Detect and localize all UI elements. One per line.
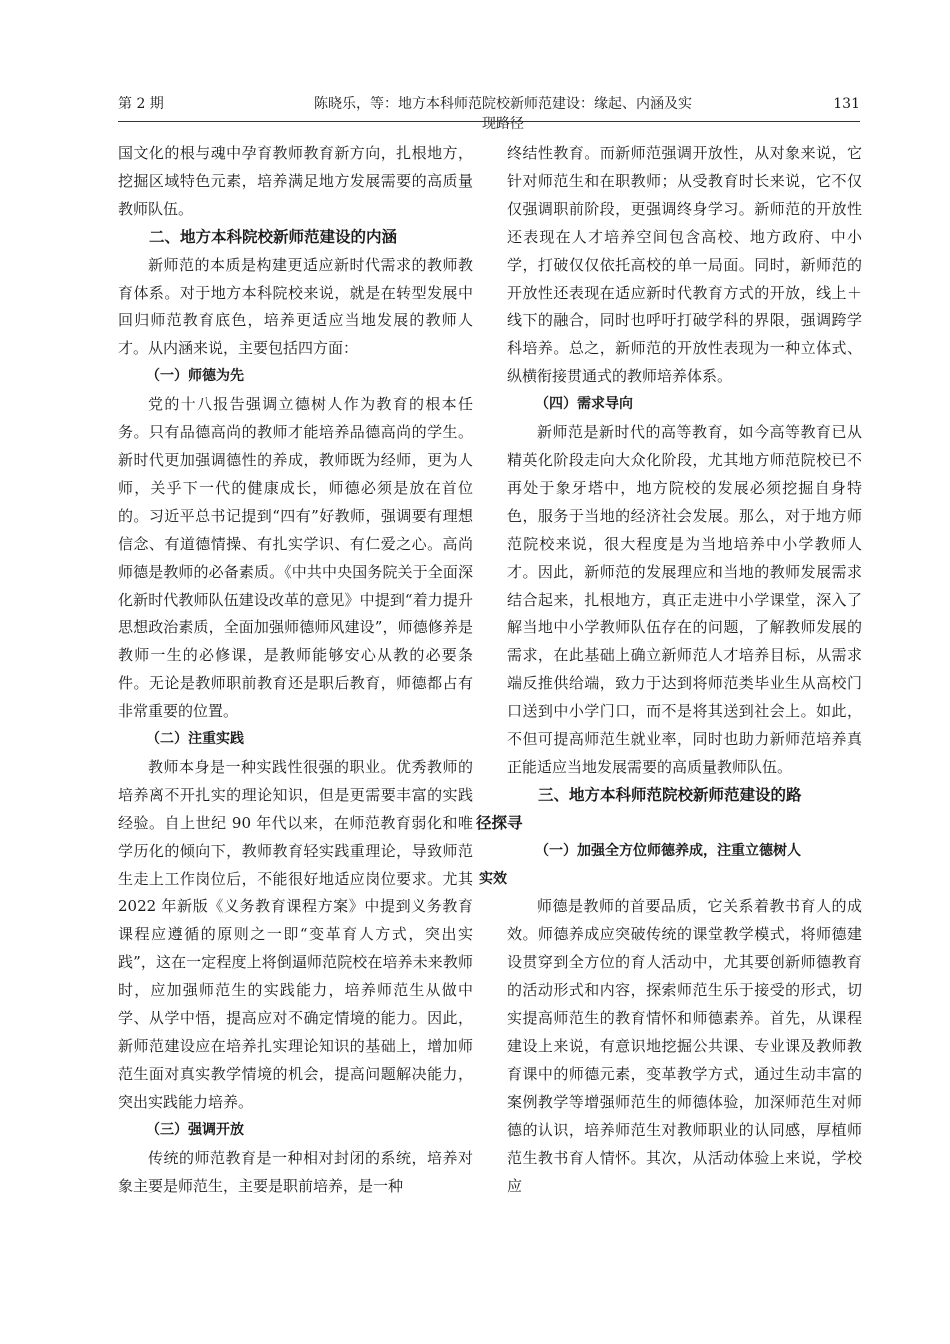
paragraph: 师德是教师的首要品质，它关系着教书育人的成效。师德养成应突破传统的课堂教学模式，将师德建设贯穿到全方位的育人活动中，尤其要创新师德教育的活动形式和内容，探索师范生乐于接受的形式，切实提高师范生的教育情怀和师德素养。首先，从课程建设上来说，有意识地挖掘公共课、专业课及教师教育课中的师德元素，变革教学方式，通过生动丰富的案例教学等增强师范生的师德体验，加深师范生对师德的认识，培养师范生对教师职业的认同感，厚植师范生教书育人情怀。其次，从活动体验上来说，学校应 <box>507 897 862 1195</box>
right-column <box>476 140 862 1200</box>
paragraph: 新师范是新时代的高等教育，如今高等教育已从精英化阶段走向大众化阶段，尤其地方师范院校已不再处于象牙塔中，地方院校的发展必须挖掘自身特色，服务于当地的经济社会发展。那么，对于地方师范院校来说，很大程度是为当地培养中小学教师人才。因此，新师范的发展理应和当地的教师发展需求结合起来，扎根地方，真正走进中小学课堂，深入了解当地中小学教师队伍存在的问题，了解教师发展的需求，在此基础上确立新师范人才培养目标，从需求端反推供给端，致力于达到将师范类毕业生从高校门口送到中小学门口，而不是将其送到社会上。如此，不但可提高师范生就业率，同时也助力新师范培养真正能适应当地发展需要的高质量教师队伍。 <box>507 423 862 776</box>
page-number: 131 <box>833 96 860 112</box>
section-heading: 二、地方本科院校新师范建设的内涵 <box>149 227 398 246</box>
subsection-heading: （二）注重实践 <box>146 731 244 748</box>
subsection-heading: （三）强调开放 <box>146 1121 244 1138</box>
paragraph: 传统的师范教育是一种相对封闭的系统，培养对象主要是师范生，主要是职前培养，是一种 <box>118 1148 473 1195</box>
header-rule <box>118 121 860 122</box>
running-title: 陈晓乐，等：地方本科师范院校新师范建设：缘起、内涵及实现路径 <box>314 96 692 132</box>
subsection-heading-line2: 实效 <box>479 870 507 887</box>
paragraph: 新师范的本质是构建更适应新时代需求的教师教育体系。对于地方本科院校来说，就是在转型发展中回归师范教育底色，培养更适应当地发展的教师人才。从内涵来说，主要包括四方面： <box>118 255 473 358</box>
section-heading <box>476 782 862 838</box>
left-column <box>118 140 473 1200</box>
paragraph: 党的十八报告强调立德树人作为教育的根本任务。只有品德高尚的教师才能培养品德高尚的学生。新时代更加强调德性的养成，教师既为经师，更为人师，关乎下一代的健康成长，师德必须是放在首位的。习近平总书记提到“四有”好教师，强调要有理想信念、有道德情操、有扎实学识、有仁爱之心。高尚师德是教师的必备素质。《中共中央国务院关于全面深化新时代教师队伍建设改革的意见》中提到“着力提升思想政治素质，全面加强师德师风建设”，师德修养是教师一生的必修课，是教师能够安心从教的必要条件。无论是教师职前教育还是职后教育，师德都占有非常重要的位置。 <box>118 395 473 721</box>
page-header <box>118 94 860 132</box>
section-heading-line2: 径探寻 <box>476 813 523 832</box>
paragraph: 国文化的根与魂中孕育教师教育新方向，扎根地方，挖掘区域特色元素，培养满足地方发展需要的高质量教师队伍。 <box>118 144 473 218</box>
paragraph: 终结性教育。而新师范强调开放性，从对象来说，它针对师范生和在职教师；从受教育时长来说，它不仅仅强调职前阶段，更强调终身学习。新师范的开放性还表现在人才培养空间包含高校、地方政府、中小学，打破仅仅依托高校的单一局面。同时，新师范的开放性还表现在适应新时代教育方式的开放，线上＋线下的融合，同时也呼吁打破学科的界限，强调跨学科培养。总之，新师范的开放性表现为一种立体式、纵横衔接贯通式的教师培养体系。 <box>507 144 862 386</box>
paragraph: 教师本身是一种实践性很强的职业。优秀教师的培养离不开扎实的理论知识，但是更需要丰富的实践经验。自上世纪 90 年代以来，在师范教育弱化和唯学历化的倾向下，教师教育轻实践重理论，导致师范生走上工作岗位后，不能很好地适应岗位要求。尤其 2022 年新版《义务教育课程方案》中提到义务教育课程应遵循的原则之一即“变革育人方式，突出实践”，这在一定程度上将倒逼师范院校在培养未来教师时，应加强师范生的实践能力，培养师范生从做中学、从学中悟，提高应对不确定情境的能力。因此，新师范建设应在培养扎实理论知识的基础上，增加师范生面对真实教学情境的机会，提高问题解决能力，突出实践能力培养。 <box>118 757 473 1111</box>
subsection-heading: （四）需求导向 <box>535 396 633 413</box>
section-heading-line1: 三、地方本科师范院校新师范建设的路 <box>538 785 802 804</box>
issue-number: 第 2 期 <box>118 96 164 112</box>
subsection-heading <box>479 838 862 894</box>
subsection-heading-line1: （一）加强全方位师德养成，注重立德树人 <box>535 842 801 859</box>
subsection-heading: （一）师德为先 <box>146 368 244 385</box>
